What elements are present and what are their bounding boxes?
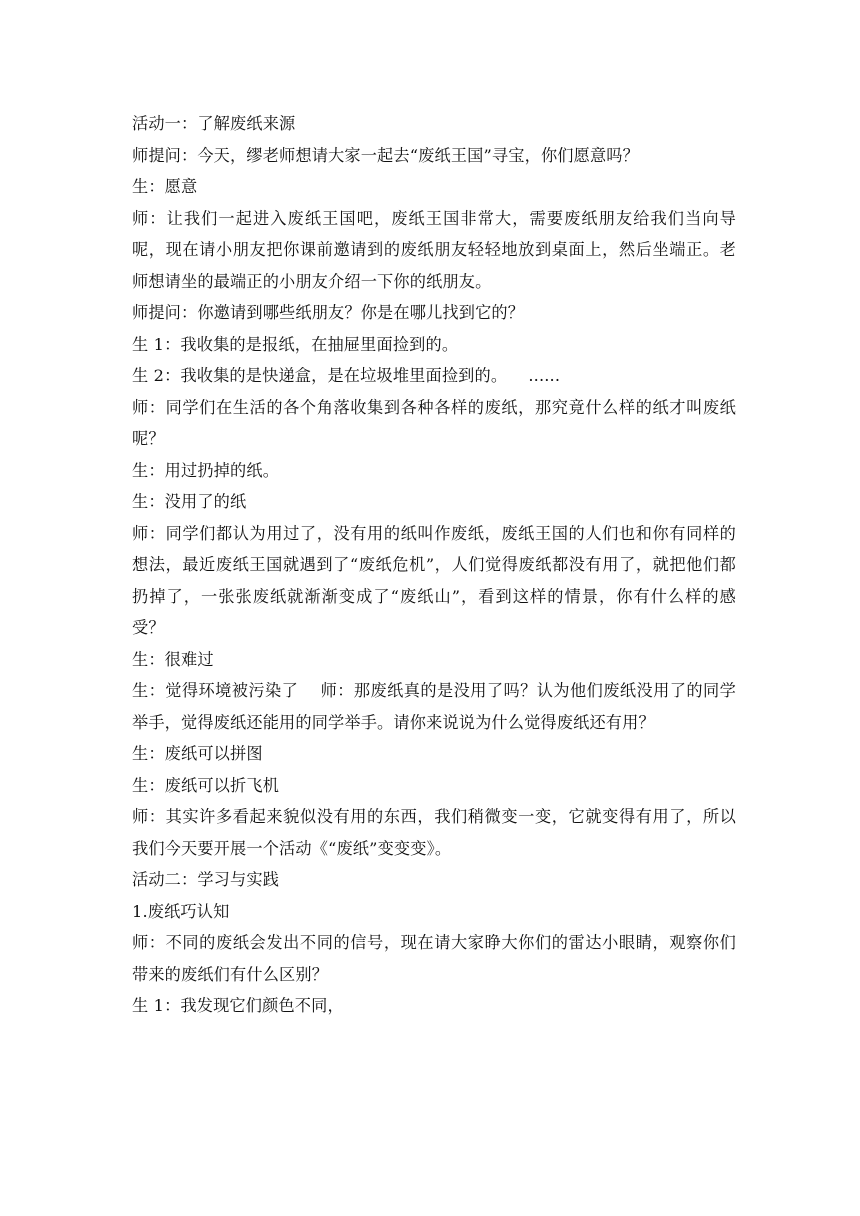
- subsection-heading: 1.废纸巧认知: [132, 901, 230, 921]
- paragraph: 生：废纸可以折飞机: [132, 775, 280, 795]
- paragraph: 师：其实许多看起来貌似没有用的东西，我们稍微变一变，它就变得有用了，所以我们今天要开展一个活动《“废纸”变变变》。: [132, 807, 736, 858]
- paragraph: 师：让我们一起进入废纸王国吧，废纸王国非常大，需要废纸朋友给我们当向导呢，现在请小朋友把你课前邀请到的废纸朋友轻轻地放到桌面上，然后坐端正。老师想请坐的最端正的小朋友介绍一下你的纸朋友。: [132, 208, 736, 291]
- section-heading: 活动二：学习与实践: [132, 870, 280, 889]
- paragraph: 生：愿意: [132, 177, 198, 196]
- paragraph: 生：用过扔掉的纸。: [132, 460, 280, 480]
- paragraph: 师提问：今天，缪老师想请大家一起去“废纸王国”寻宝，你们愿意吗？: [132, 145, 639, 165]
- paragraph: 生 2：我收集的是快递盒，是在垃圾堆里面捡到的。 ......: [132, 366, 561, 385]
- paragraph: 师：不同的废纸会发出不同的信号，现在请大家睁大你们的雷达小眼睛，观察你们带来的废纸们有什么区别？: [132, 933, 736, 984]
- paragraph: 生：很难过: [132, 649, 214, 669]
- paragraph: 师：同学们在生活的各个角落收集到各种各样的废纸，那究竟什么样的纸才叫废纸呢？: [132, 397, 736, 448]
- paragraph: 生 1：我发现它们颜色不同，: [132, 996, 344, 1015]
- paragraph: 生：废纸可以拼图: [132, 744, 263, 763]
- paragraph: 生 1：我收集的是报纸，在抽屉里面捡到的。: [132, 334, 459, 354]
- paragraph: 师：同学们都认为用过了，没有用的纸叫作废纸，废纸王国的人们也和你有同样的想法，最近废纸王国就遇到了“废纸危机”，人们觉得废纸都没有用了，就把他们都扔掉了，一张张废纸就渐渐变成了“废纸山”，看到这样的情景，你有什么样的感受？: [132, 523, 736, 637]
- paragraph: 师提问：你邀请到哪些纸朋友？你是在哪儿找到它的？: [132, 303, 525, 322]
- document-body: [132, 108, 736, 1022]
- paragraph: 生：觉得环境被污染了 师：那废纸真的是没用了吗？认为他们废纸没用了的同学举手，觉得废纸还能用的同学举手。请你来说说为什么觉得废纸还有用？: [132, 681, 736, 732]
- paragraph: 生：没用了的纸: [132, 492, 247, 511]
- section-heading: 活动一：了解废纸来源: [132, 114, 296, 133]
